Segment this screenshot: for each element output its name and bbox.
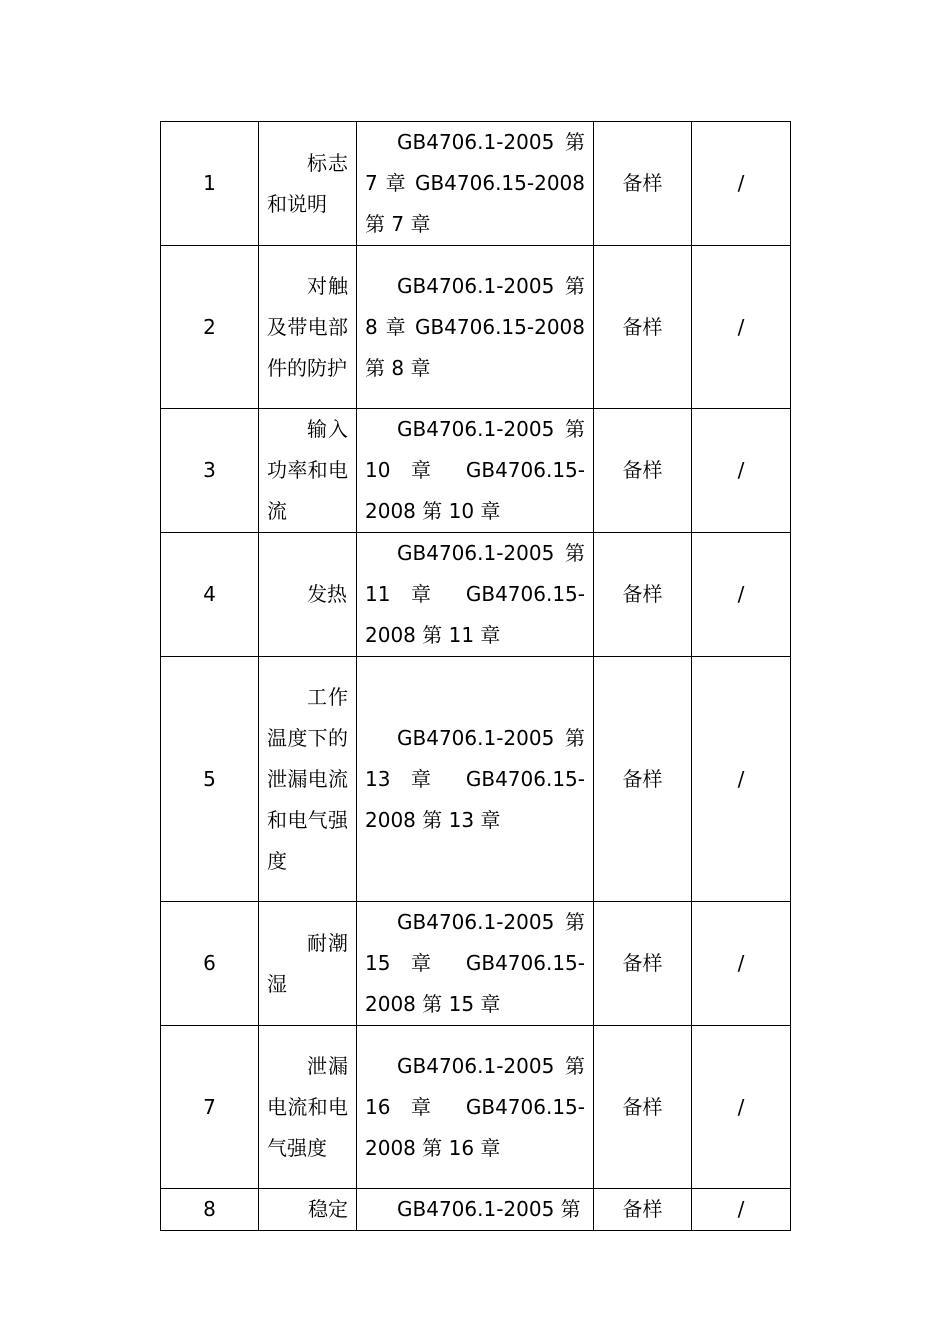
sample-status: 备样 [594, 902, 692, 1026]
sample-status: 备样 [594, 1026, 692, 1189]
standard-clause: GB4706.1-2005 第 8 章 GB4706.15-2008 第 8 章 [357, 246, 594, 409]
row-number: 2 [161, 246, 259, 409]
remark: / [692, 409, 791, 533]
remark: / [692, 902, 791, 1026]
sample-status: 备样 [594, 533, 692, 657]
table-row [161, 246, 791, 409]
row-number: 5 [161, 657, 259, 902]
row-number: 8 [161, 1189, 259, 1231]
sample-status: 备样 [594, 122, 692, 246]
remark: / [692, 1026, 791, 1189]
test-item: 标志和说明 [259, 122, 357, 246]
remark: / [692, 533, 791, 657]
sample-status: 备样 [594, 409, 692, 533]
test-item: 稳定 [259, 1189, 357, 1231]
standard-clause: GB4706.1-2005 第 15 章 GB4706.15-2008 第 15 章 [357, 902, 594, 1026]
test-item: 泄漏电流和电气强度 [259, 1026, 357, 1189]
standard-clause: GB4706.1-2005 第 10 章 GB4706.15-2008 第 10 章 [357, 409, 594, 533]
row-number: 4 [161, 533, 259, 657]
row-number: 3 [161, 409, 259, 533]
table-row [161, 1189, 791, 1231]
table-row [161, 1026, 791, 1189]
sample-status: 备样 [594, 657, 692, 902]
test-item: 工作温度下的泄漏电流和电气强度 [259, 657, 357, 902]
test-item: 发热 [259, 533, 357, 657]
remark: / [692, 1189, 791, 1231]
remark: / [692, 657, 791, 902]
test-item: 对触及带电部件的防护 [259, 246, 357, 409]
standard-clause: GB4706.1-2005 第 7 章 GB4706.15-2008 第 7 章 [357, 122, 594, 246]
remark: / [692, 246, 791, 409]
sample-status: 备样 [594, 246, 692, 409]
row-number: 7 [161, 1026, 259, 1189]
test-item: 输入功率和电流 [259, 409, 357, 533]
test-item: 耐潮湿 [259, 902, 357, 1026]
row-number: 6 [161, 902, 259, 1026]
standard-clause: GB4706.1-2005 第 13 章 GB4706.15-2008 第 13 章 [357, 657, 594, 902]
table-row [161, 533, 791, 657]
test-items-table [160, 121, 791, 1231]
table-row [161, 902, 791, 1026]
sample-status: 备样 [594, 1189, 692, 1231]
standard-clause: GB4706.1-2005 第 16 章 GB4706.15-2008 第 16 章 [357, 1026, 594, 1189]
table-row [161, 657, 791, 902]
table-row [161, 409, 791, 533]
table-row [161, 122, 791, 246]
standard-clause: GB4706.1-2005 第 11 章 GB4706.15-2008 第 11 章 [357, 533, 594, 657]
remark: / [692, 122, 791, 246]
standard-clause: GB4706.1-2005 第 [357, 1189, 594, 1231]
row-number: 1 [161, 122, 259, 246]
